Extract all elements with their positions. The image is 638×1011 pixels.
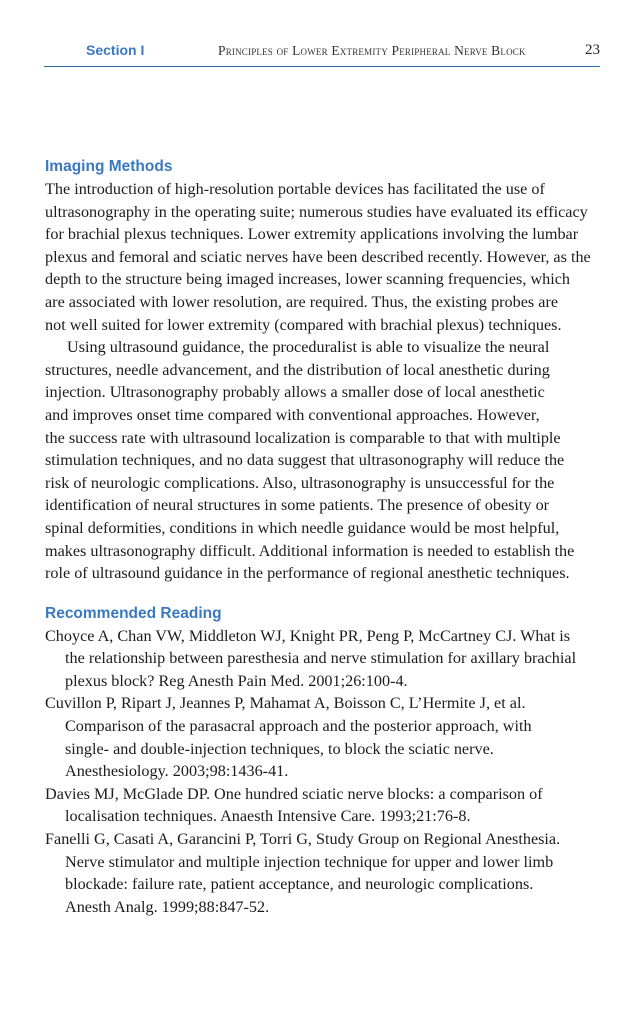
text-line: identification of neural structures in some patients. The presence of obesity or [45,496,550,515]
reference-line: single- and double-injection techniques, to block the sciatic nerve. [65,739,494,758]
text-line: the success rate with ultrasound localization is comparable to that with multiple [45,428,561,447]
reference-line: blockade: failure rate, patient acceptance, and neurologic complications. [65,875,534,894]
reference-line: plexus block? Reg Anesth Pain Med. 2001;26:100-4. [65,671,408,690]
text-line: structures, needle advancement, and the distribution of local anesthetic during [45,360,550,379]
text-line: stimulation techniques, and no data suggest that ultrasonography will reduce the [45,451,565,470]
text-line: role of ultrasound guidance in the performance of regional anesthetic techniques. [45,564,570,583]
reference-line: Choyce A, Chan VW, Middleton WJ, Knight PR, Peng P, McCartney CJ. What is [45,626,571,645]
reference-item [45,625,597,693]
reference-item [45,828,597,918]
imaging-methods-heading: Imaging Methods [45,158,173,175]
text-line: not well suited for lower extremity (compared with brachial plexus) techniques. [45,315,562,334]
reference-line: Comparison of the parasacral approach and the posterior approach, with [65,717,532,736]
page-body [45,156,597,918]
running-title: Principles of Lower Extremity Peripheral Nerve Block [218,43,526,58]
reference-item [45,783,597,828]
text-line: risk of neurologic complications. Also, ultrasonography is unsuccessful for the [45,473,555,492]
reference-line: Anesth Analg. 1999;88:847-52. [65,897,270,916]
reference-line: Nerve stimulator and multiple injection technique for upper and lower limb [65,852,554,871]
reference-line: localisation techniques. Anaesth Intensive Care. 1993;21:76-8. [65,807,471,826]
text-line: plexus and femoral and sciatic nerves have been described recently. However, as the [45,247,591,266]
text-line: ultrasonography in the operating suite; numerous studies have evaluated its efficacy [45,202,588,221]
reference-line: Cuvillon P, Ripart J, Jeannes P, Mahamat A, Boisson C, L’Hermite J, et al. [45,694,526,713]
section-label: Section I [86,42,145,58]
text-line: spinal deformities, conditions in which needle guidance would be most helpful, [45,518,560,537]
reference-line: Anesthesiology. 2003;98:1436-41. [65,762,289,781]
imaging-paragraph-1 [45,178,597,336]
text-line: depth to the structure being imaged increases, lower scanning frequencies, which [45,270,571,289]
text-line: makes ultrasonography difficult. Additional information is needed to establish the [45,541,575,560]
running-header [44,42,600,67]
text-line: The introduction of high-resolution portable devices has facilitated the use of [45,180,545,198]
reference-line: Davies MJ, McGlade DP. One hundred sciatic nerve blocks: a comparison of [45,784,543,803]
imaging-paragraph-2 [45,336,597,585]
text-line: injection. Ultrasonography probably allows a smaller dose of local anesthetic [45,383,545,402]
text-line: and improves onset time compared with conventional approaches. However, [45,405,540,424]
reference-line: the relationship between paresthesia and nerve stimulation for axillary brachial [65,649,577,668]
reference-item [45,692,597,782]
text-line: Using ultrasound guidance, the proceduralist is able to visualize the neural [67,338,550,357]
page-number: 23 [585,42,600,58]
recommended-reading-heading: Recommended Reading [45,604,222,622]
text-line: for brachial plexus techniques. Lower extremity applications involving the lumbar [45,225,579,244]
text-line: are associated with lower resolution, are required. Thus, the existing probes are [45,292,559,311]
reference-line: Fanelli G, Casati A, Garancini P, Torri G, Study Group on Regional Anesthesia. [45,830,561,849]
